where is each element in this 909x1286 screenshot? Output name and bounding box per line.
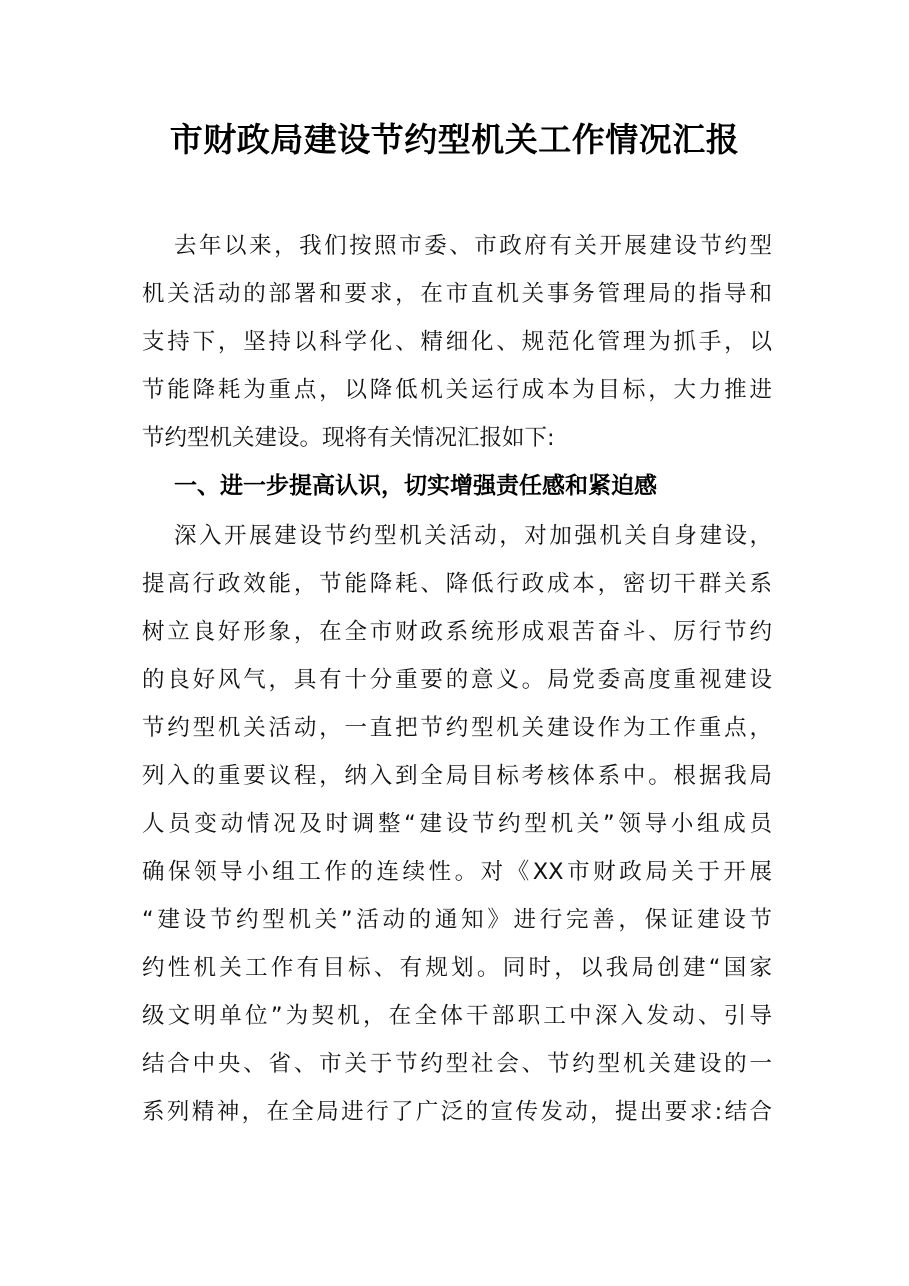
section1-line-1: 深入开展建设节约型机关活动，对加强机关自身建设， bbox=[174, 523, 772, 549]
section1-heading: 一、进一步提高认识，切实增强责任感和紧迫感 bbox=[174, 473, 657, 499]
intro-line-2: 机关活动的部署和要求，在市直机关事务管理局的指导和 bbox=[142, 281, 772, 307]
section1-line-10: 约性机关工作有目标、有规划。同时，以我局创建“国家 bbox=[142, 955, 772, 981]
section1-line-13: 系列精神，在全局进行了广泛的宣传发动，提出要求:结合 bbox=[142, 1099, 772, 1125]
section1-line-6: 列入的重要议程，纳入到全局目标考核体系中。根据我局 bbox=[142, 763, 772, 789]
document-title: 市财政局建设节约型机关工作情况汇报 bbox=[169, 120, 740, 159]
section1-line-4: 的良好风气，具有十分重要的意义。局党委高度重视建设 bbox=[142, 667, 772, 693]
section1-line-9: “建设节约型机关”活动的通知》进行完善，保证建设节 bbox=[142, 907, 772, 933]
section1-line-3: 树立良好形象，在全市财政系统形成艰苦奋斗、厉行节约 bbox=[142, 619, 772, 645]
section1-line-11: 级文明单位”为契机，在全体干部职工中深入发动、引导 bbox=[142, 1003, 772, 1029]
section1-line-2: 提高行政效能，节能降耗、降低行政成本，密切干群关系 bbox=[142, 571, 772, 597]
intro-line-3: 支持下，坚持以科学化、精细化、规范化管理为抓手，以 bbox=[142, 329, 772, 355]
section1-line-12: 结合中央、省、市关于节约型社会、节约型机关建设的一 bbox=[142, 1051, 772, 1077]
section1-line-5: 节约型机关活动，一直把节约型机关建设作为工作重点， bbox=[142, 715, 772, 741]
section1-line-8: 确保领导小组工作的连续性。对《XX市财政局关于开展 bbox=[142, 859, 772, 885]
intro-line-4: 节能降耗为重点，以降低机关运行成本为目标，大力推进 bbox=[142, 377, 772, 403]
intro-line-1: 去年以来，我们按照市委、市政府有关开展建设节约型 bbox=[174, 233, 772, 259]
section1-line-7: 人员变动情况及时调整“建设节约型机关”领导小组成员 bbox=[142, 811, 772, 837]
intro-line-5: 节约型机关建设。现将有关情况汇报如下: bbox=[142, 425, 555, 451]
